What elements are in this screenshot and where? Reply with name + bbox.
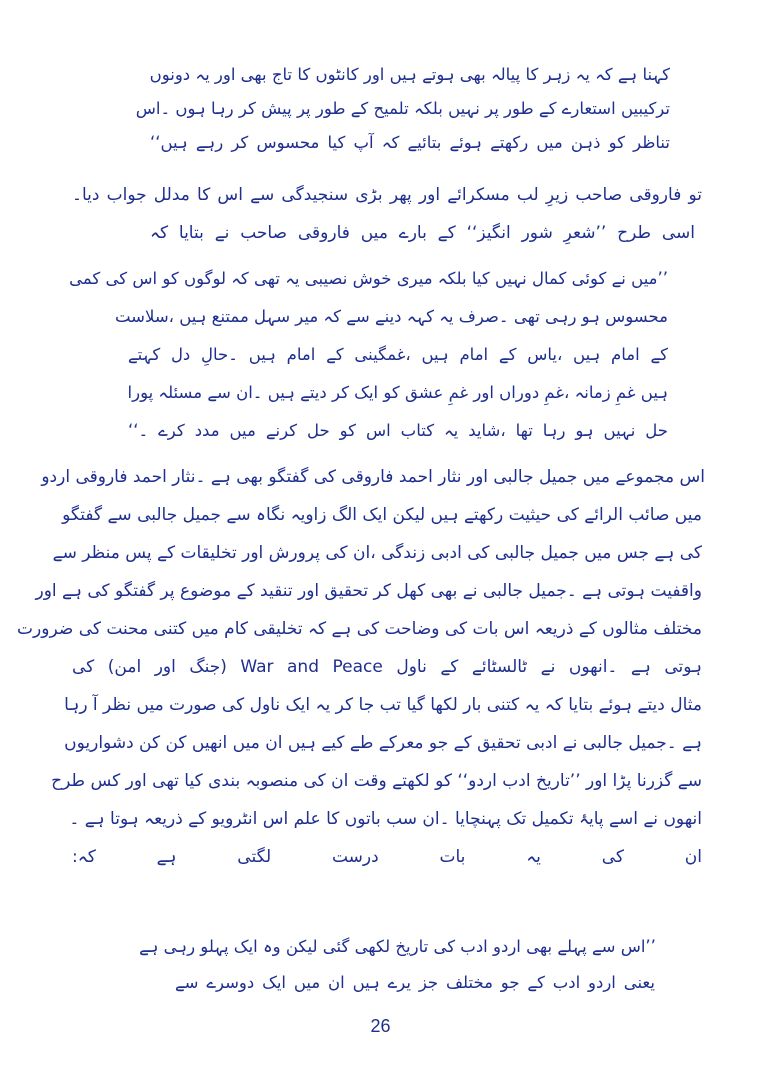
quote2-line-4: ہیں غمِ زمانہ ،غمِ دوراں اور غمِ عشق کو ایک کر دیتے ہیں ۔ان سے مسئلہ پورا bbox=[127, 383, 668, 402]
quote2-line-1: ’’میں نے کوئی کمال نہیں کیا بلکہ میری خوش نصیبی یہ تھی کہ لوگوں کو اس کی کمی bbox=[69, 269, 668, 288]
quote3-line-1: ’’اس سے پہلے بھی اردو ادب کی تاریخ لکھی گئی لیکن وہ ایک پہلو رہی ہے bbox=[139, 937, 656, 956]
paragraph2-line-3: کی ہے جس میں جمیل جالبی کی ادبی زندگی ،ان کی پرورش اور تخلیقات کے پس منظر سے bbox=[52, 543, 702, 563]
paragraph2-line-4: واقفیت ہوتی ہے ۔جمیل جالبی نے بھی کھل کر تحقیق اور تنقید کے موضوع پر گفتگو کی ہے اور bbox=[35, 581, 702, 601]
paragraph1-line-1: تو فاروقی صاحب زیرِ لب مسکرائے اور پھر بڑی سنجیدگی سے اس کا مدلل جواب دیا۔ bbox=[72, 185, 702, 205]
quote2-line-3: کے امام ہیں ،یاس کے امام ہیں ،غمگینی کے امام ہیں ۔حالِ دل کہتے bbox=[128, 345, 668, 364]
paragraph1-line-2: اسی طرح ’’شعرِ شور انگیز‘‘ کے بارے میں فاروقی صاحب نے بتایا کہ bbox=[150, 223, 695, 243]
paragraph2-line-5: مختلف مثالوں کے ذریعہ اس بات کی وضاحت کی ہے کہ تخلیقی کام میں کتنی محنت کی ضرورت bbox=[17, 619, 702, 639]
paragraph2-line-11: ان کی یہ بات درست لگتی ہے کہ: bbox=[72, 847, 702, 867]
paragraph2-line-12 bbox=[400, 878, 702, 912]
paragraph2-line-9: سے گزرنا پڑا اور ’’تاریخ ادب اردو‘‘ کو لکھتے وقت ان کی منصوبہ بندی کیا تھی اور کس طرح bbox=[51, 771, 702, 791]
paragraph2-line-1: اس مجموعے میں جمیل جالبی اور نثار احمد فاروقی کی گفتگو بھی ہے ۔نثار احمد فاروقی اردو bbox=[41, 467, 705, 487]
paragraph2-line-2: میں صائب الرائے کی حیثیت رکھتے ہیں لیکن ایک الگ زاویہ نگاہ سے جمیل جالبی سے گفتگو bbox=[62, 505, 702, 525]
page-number: 26 bbox=[370, 1016, 391, 1036]
quote3-line-2: یعنی اردو ادب کے جو مختلف جز یرے ہیں ان میں ایک دوسرے سے bbox=[175, 973, 655, 992]
paragraph2-line-8: ہے ۔جمیل جالبی نے ادبی تحقیق کے جو معرکے طے کیے ہیں ان میں انھیں کن کن دشواریوں bbox=[64, 733, 702, 753]
quote1-line-3: تناظر کو ذہن میں رکھتے ہوئے بتائیے کہ آپ کیا محسوس کر رہے ہیں‘‘ bbox=[150, 133, 670, 152]
paragraph2-line-10: انھوں نے اسے پایۂ تکمیل تک پہنچایا ۔ان سب باتوں کا علم اس انٹرویو کے ذریعہ ہوتا ہے ۔ bbox=[69, 809, 702, 829]
quote1-line-2: ترکیبیں استعارے کے طور پر نہیں بلکہ تلمیح کے طور پر پیش کر رہا ہوں ۔اس bbox=[135, 99, 670, 118]
paragraph2-line-6: ہوتی ہے ۔انھوں نے ٹالسٹائے کے ناول War and Peace (جنگ اور امن) کی bbox=[72, 657, 702, 677]
quote1-line-1: کہنا ہے کہ یہ زہر کا پیالہ بھی ہوتے ہیں اور کانٹوں کا تاج بھی اور یہ دونوں bbox=[149, 65, 670, 84]
quote2-line-5: حل نہیں ہو رہا تھا ،شاید یہ کتاب اس کو حل کرنے میں مدد کرے ۔‘‘ bbox=[128, 421, 668, 440]
quote2-line-2: محسوس ہو رہی تھی ۔صرف یہ کہہ دینے سے کہ میر سہل ممتنع ہیں ،سلاست bbox=[114, 307, 668, 326]
paragraph2-line-7: مثال دیتے ہوئے بتایا کہ یہ کتنی بار لکھا گیا تب جا کر یہ ایک ناول کی صورت میں نظر آ رہا bbox=[64, 695, 702, 715]
